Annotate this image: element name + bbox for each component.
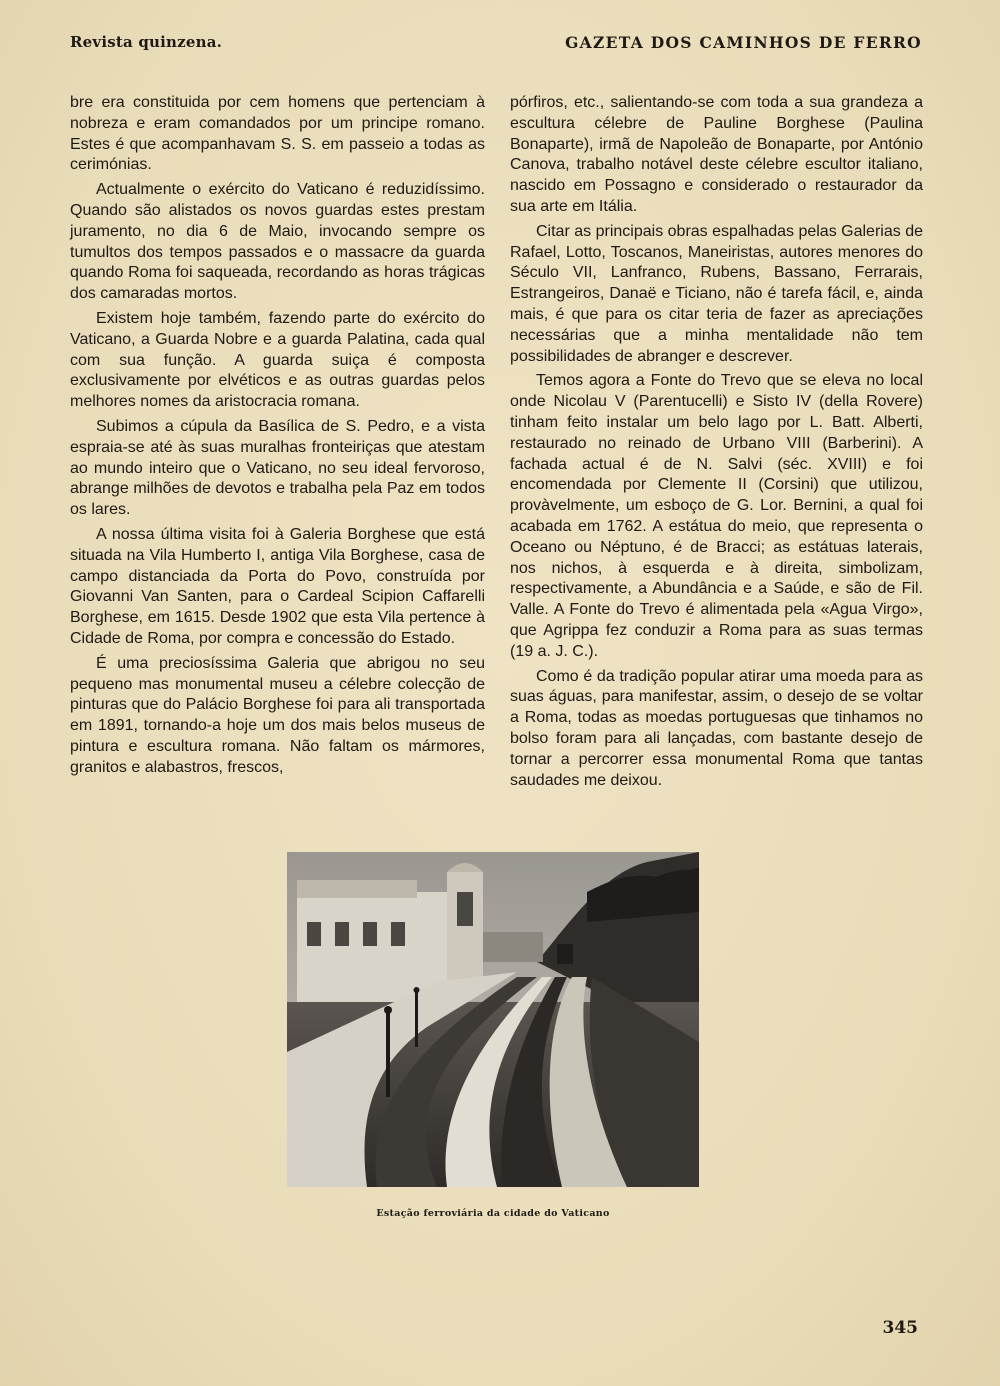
railway-station-photo <box>287 852 699 1187</box>
header-publication-type: Revista quinzena. <box>70 33 223 51</box>
paragraph: Subimos a cúpula da Basílica de S. Pedro, e a vista espraia-se até às suas muralhas fronteiriças que atestam ao mundo inteiro que o Vaticano, no seu ideal fervoroso, abrange milhões de devotos e trabalha pela Paz em todos os lares. <box>70 417 485 519</box>
photo-caption: Estação ferroviária da cidade do Vaticano <box>376 1208 610 1219</box>
article-left-column <box>70 93 485 783</box>
article-right-column <box>510 93 923 795</box>
paragraph: Como é da tradição popular atirar uma moeda para as suas águas, para manifestar, assim, o desejo de se voltar a Roma, todas as moedas portuguesas que tinhamos no bolso foram para ali lançadas, com bastante desejo de tornar a percorrer essa monumental Roma que tantas saudades me deixou. <box>510 667 923 789</box>
header-publication-title: GAZETA DOS CAMINHOS DE FERRO <box>565 33 922 52</box>
paragraph: É uma preciosíssima Galeria que abrigou no seu pequeno mas monumental museu a célebre colecção de pinturas que do Palácio Borghese foi para ali transportada em 1891, tornando-a hoje um dos mais belos museus de pintura e escultura romana. Não faltam os mármores, granitos e alabastros, frescos, <box>70 654 485 776</box>
paragraph: A nossa última visita foi à Galeria Borghese que está situada na Vila Humberto I, antiga Vila Borghese, casa de campo distanciada da Porta do Povo, construída por Giovanni Van Santen, para o Cardeal Scipion Caffarelli Borghese, em 1615. Desde 1902 que esta Vila pertence à Cidade de Roma, por compra e concessão do Estado. <box>70 525 485 647</box>
paragraph: Temos agora a Fonte do Trevo que se eleva no local onde Nicolau V (Parentucelli) e Sisto IV (della Rovere) tinham feito instalar um belo lago por L. Batt. Alberti, restaurado no reinado de Urbano VIII (Barberini). A fachada actual é de N. Salvi (séc. XVIII) e foi encomendada por Clemente II (Corsini) que utilizou, provàvelmente, um esboço de G. Lor. Bernini, a qual foi acabada em 1762. A estátua do meio, que representa o Oceano ou Néptuno, é de Bracci; as estátuas laterais, nos nichos, à esquerda e à direita, simbolizam, respectivamente, a Abundância e a Saúde, e são de Fil. Valle. A Fonte do Trevo é alimentada pela «Agua Virgo», que Agrippa fez conduzir a Roma para as suas termas (19 a. J. C.). <box>510 372 923 660</box>
paragraph: bre era constituida por cem homens que pertenciam à nobreza e eram comandados por um principe romano. Estes é que acompanhavam S. S. em passeio a todas as cerimónias. <box>70 94 485 174</box>
paragraph: Existem hoje também, fazendo parte do exército do Vaticano, a Guarda Nobre e a guarda Palatina, cada qual com sua função. A guarda suiça é composta exclusivamente por elvéticos e as outras guardas pelos melhores nomes da aristocracia romana. <box>70 309 485 411</box>
paragraph: Citar as principais obras espalhadas pelas Galerias de Rafael, Lotto, Toscanos, Maneiristas, autores menores do Século VII, Lanfranco, Rubens, Bassano, Ferrarais, Estrangeiros, Danaë e Ticiano, não é tarefa fácil, e, ainda mais, é que para os citar teria de fazer as apreciações necessárias que a minha mentalidade não tem possibilidades de abranger e descrever. <box>510 222 923 365</box>
page-number: 345 <box>882 1318 918 1338</box>
paragraph: pórfiros, etc., salientando-se com toda a sua grandeza a escultura célebre de Pauline Borghese (Paulina Bonaparte), irmã de Napoleão de Bonaparte, por António Canova, trabalho notável deste célebre escultor italiano, nascido em Possagno e considerado o restaurador da sua arte em Itália. <box>510 94 923 215</box>
paragraph: Actualmente o exército do Vaticano é reduzidíssimo. Quando são alistados os novos guardas estes prestam juramento, no dia 6 de Maio, invocando sempre os tumultos dos tempos passados e o massacre da guarda quando Roma foi saqueada, recordando as horas trágicas dos camaradas mortos. <box>70 181 485 303</box>
